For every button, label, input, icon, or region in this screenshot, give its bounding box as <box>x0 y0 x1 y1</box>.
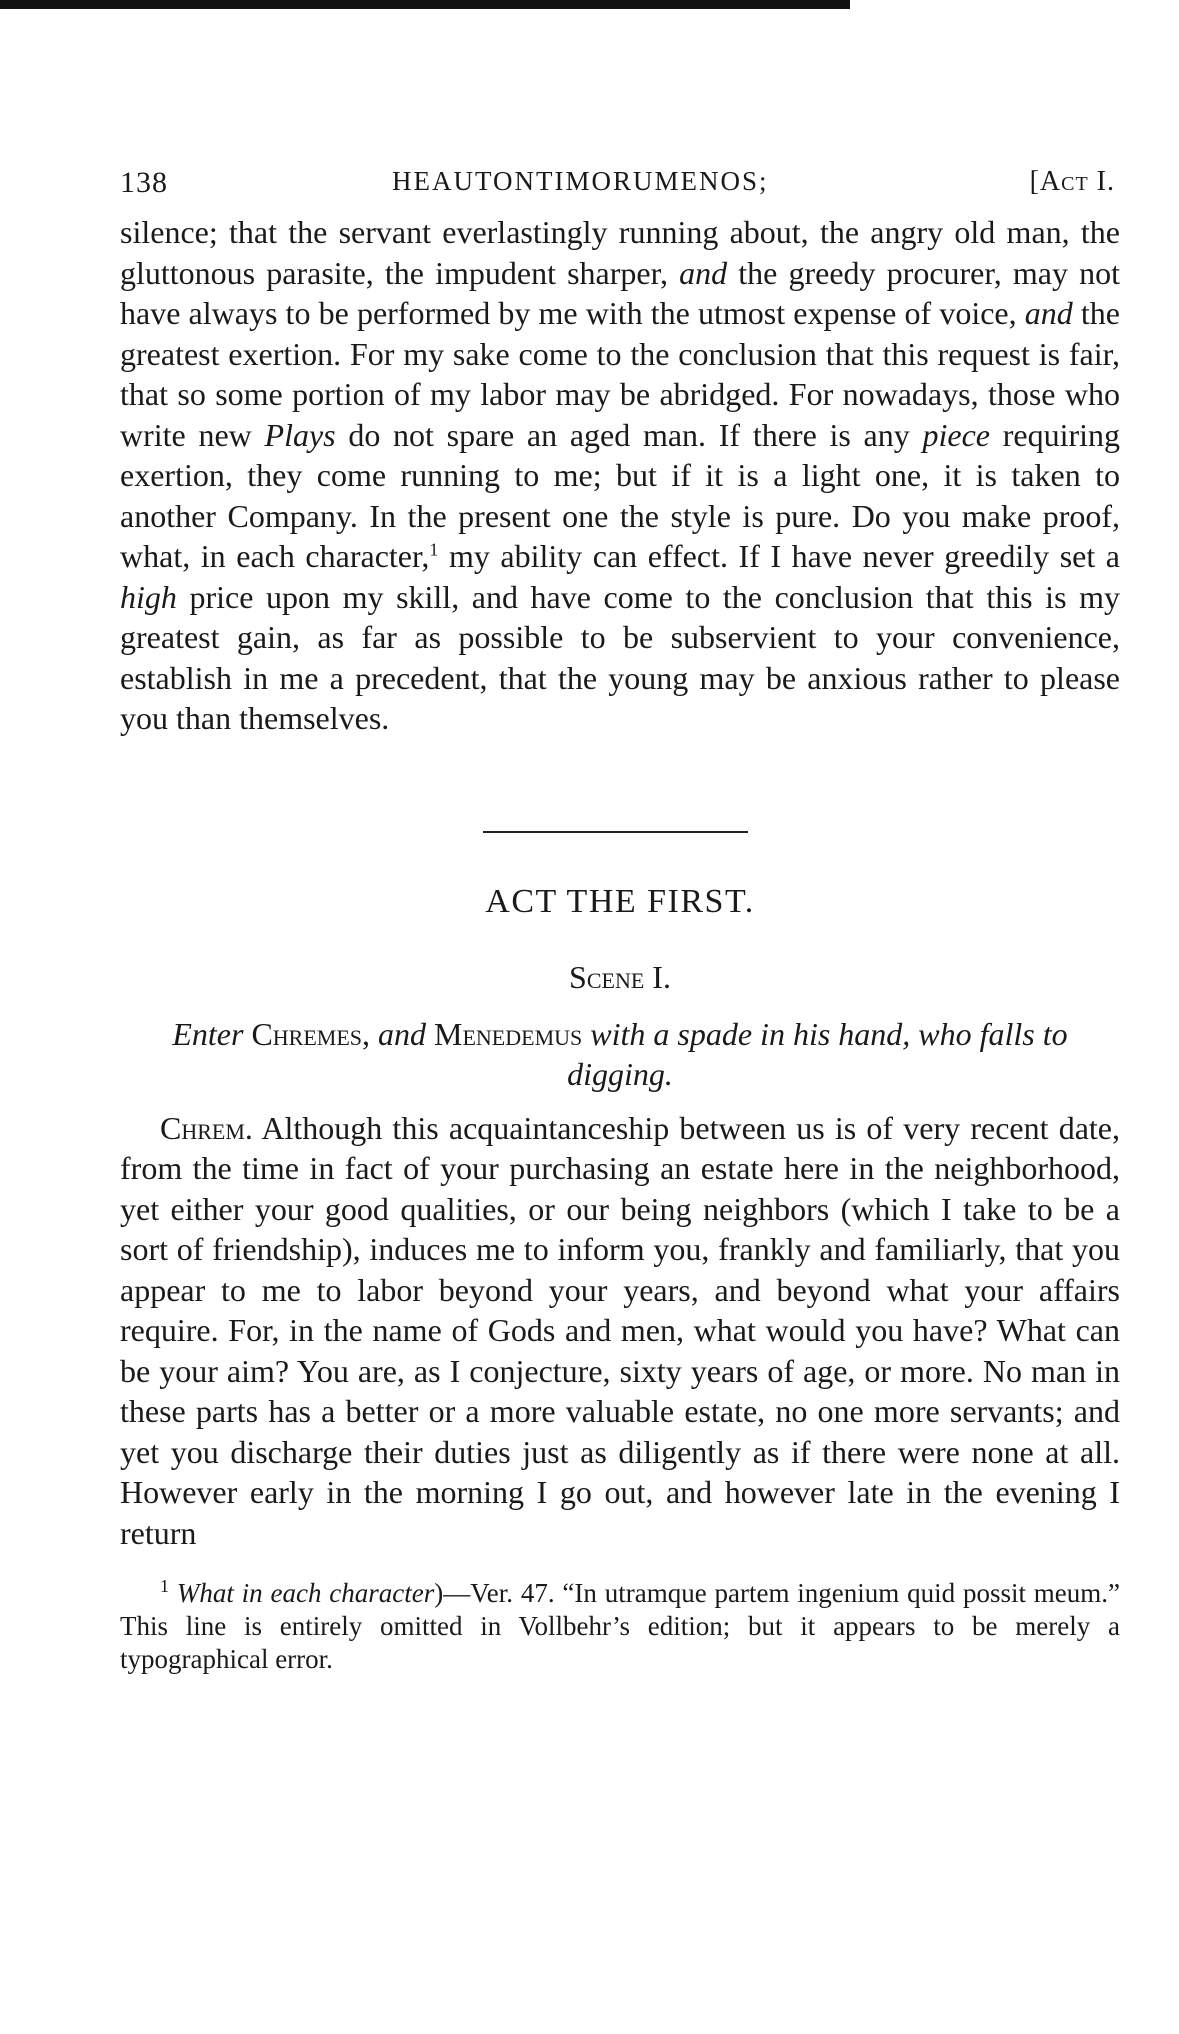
running-act <box>1030 166 1115 198</box>
section-divider <box>483 831 748 833</box>
footnote-marker: 1 <box>160 1576 169 1596</box>
prologue-text-6: my ability can effect. If I have never greedily set a <box>438 538 1121 574</box>
prologue-italic-piece: piece <box>922 416 990 453</box>
prologue-italic-high: high <box>120 578 177 615</box>
prologue-text-3: the greatest exertion. For my sake come to the conclusion that this request is fair, that so some portion of my labor may be abridged. For nowadays, those who write new <box>120 295 1121 453</box>
prologue-italic-plays: Plays <box>264 416 336 453</box>
footnote <box>120 1577 1120 1676</box>
stage-and: and <box>378 1015 427 1052</box>
act-label: Act <box>1039 166 1089 197</box>
stage-enter: Enter <box>172 1015 244 1052</box>
stage-character-menedemus: Menedemus <box>434 1015 583 1052</box>
act-title: ACT THE FIRST. <box>485 882 755 920</box>
stage-rest: with a spade in his hand, who falls to digging. <box>567 1015 1068 1092</box>
stage-direction <box>120 1014 1120 1094</box>
speaker-name: Chrem. <box>160 1109 253 1146</box>
scene-heading: Scene I. <box>569 958 671 995</box>
prologue-text-1: silence; that the servant everlastingly running about, the angry old man, the gluttonous parasite, the impudent sharper, <box>120 214 1120 291</box>
prologue-paragraph <box>120 212 1120 739</box>
prologue-text-5: requiring exertion, they come running to me; but if it is a light one, it is taken to another Company. In the present one the style is pure. Do you make proof, what, in each character, <box>120 416 1121 574</box>
prologue-italic-and-2: and <box>1024 295 1073 331</box>
top-rule <box>0 0 850 9</box>
stage-character-chremes: Chremes, <box>251 1015 371 1052</box>
running-head <box>120 150 1120 200</box>
footnote-text: )—Ver. 47. “In utramque partem ingenium quid possit meum.” This line is entirely omitted in Vollbehr’s edition; but it appears to be merely a typographical error. <box>120 1578 1121 1674</box>
footnote-reference: 1 <box>429 539 439 560</box>
act-bracket: [ <box>1029 166 1040 197</box>
footnote-ref: What in each character <box>176 1578 435 1608</box>
prologue-text-7: price upon my skill, and have come to the conclusion that this is my greatest gain, as far as possible to be subservient to your convenience, establish in me a precedent, that the young may be anxious rather to please you than themselves. <box>120 578 1120 736</box>
act-number: I. <box>1088 166 1115 197</box>
speech-paragraph <box>120 1108 1120 1554</box>
running-title: HEAUTONTIMORUMENOS; <box>392 166 769 196</box>
prologue-text-4: do not spare an aged man. If there is any <box>335 416 923 453</box>
page <box>120 150 1120 1703</box>
speech-text: Although this acquaintanceship between us is of very recent date, from the time in fact of your purchasing an estate here in the neighborhood, yet either your good qualities, or our being neighbors (which I take to be a sort of friendship), induces me to inform you, frankly and familiarly, that you appear to me to labor beyond your years, and beyond what your affairs require. For, in the name of Gods and men, what would you have? What can be your aim? You are, as I conjecture, sixty years of age, or more. No man in these parts has a better or a more valuable estate, no one more servants; and yet you discharge their duties just as diligently as if there were none at all. However early in the morning I go out, and however late in the evening I return <box>120 1109 1120 1551</box>
prologue-text-2: the greedy procurer, may not have always to be performed by me with the utmost expense of voice, <box>120 254 1121 331</box>
prologue-italic-and-1: and <box>679 254 728 291</box>
page-number: 138 <box>120 166 168 199</box>
